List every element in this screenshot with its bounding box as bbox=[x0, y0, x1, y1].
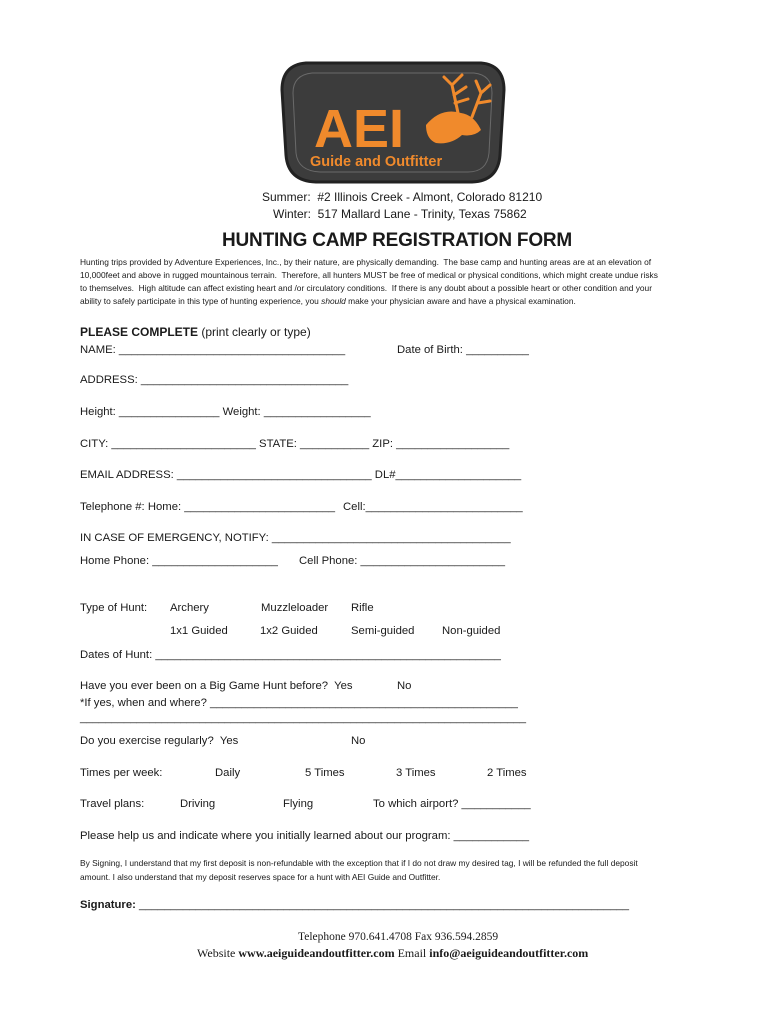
print-note: (print clearly or type) bbox=[198, 325, 311, 339]
email-label: Email bbox=[394, 946, 430, 960]
logo-subtext: Guide and Outfitter bbox=[310, 154, 443, 170]
winter-address: Winter: 517 Mallard Lane - Trinity, Texas 75862 bbox=[273, 207, 527, 221]
intro-line-1: Hunting trips provided by Adventure Experiences, Inc., by their nature, are physically demanding. The base camp and hunting areas are at an elevation of bbox=[80, 257, 652, 267]
times-option-3[interactable]: 3 Times bbox=[396, 767, 436, 779]
airport-field[interactable]: To which airport? ___________ bbox=[373, 798, 531, 810]
cell-field[interactable]: Cell:_________________________ bbox=[343, 501, 523, 513]
intro-line-4-emphasis: should bbox=[321, 296, 346, 306]
times-option-daily[interactable]: Daily bbox=[215, 767, 241, 779]
email-link[interactable]: info@aeiguideandoutfitter.com bbox=[429, 946, 589, 960]
exercise-no[interactable]: No bbox=[351, 735, 366, 747]
intro-line-3: to themselves. High altitude can affect existing heart and /or circulatory conditions. If there is any doubt about a possible heart or other condition and your bbox=[80, 283, 653, 293]
hunt-option-non-guided[interactable]: Non-guided bbox=[442, 625, 501, 637]
intro-line-4-post: make your physician aware and have a physical examination. bbox=[345, 296, 576, 306]
please-complete-label: PLEASE COMPLETE bbox=[80, 325, 199, 339]
hunt-option-1x1-guided[interactable]: 1x1 Guided bbox=[170, 625, 228, 637]
emergency-home-phone-field[interactable]: Home Phone: ____________________ bbox=[80, 555, 278, 567]
travel-option-flying[interactable]: Flying bbox=[283, 798, 314, 810]
travel-plans-label: Travel plans: bbox=[80, 798, 145, 810]
intro-line-4-pre: ability to safely participate in this type of hunting experience, you bbox=[80, 296, 322, 306]
city-state-zip-field[interactable]: CITY: _______________________ STATE: ___________ ZIP: __________________ bbox=[80, 438, 510, 450]
address-field[interactable]: ADDRESS: _________________________________ bbox=[80, 374, 349, 386]
form-title: HUNTING CAMP REGISTRATION FORM bbox=[222, 230, 573, 251]
hunt-option-archery[interactable]: Archery bbox=[170, 602, 209, 614]
learned-about-field[interactable]: Please help us and indicate where you initially learned about our program: ____________ bbox=[80, 830, 530, 842]
logo-text: AEI bbox=[314, 99, 405, 159]
times-option-2[interactable]: 2 Times bbox=[487, 767, 527, 779]
emergency-cell-phone-field[interactable]: Cell Phone: _______________________ bbox=[299, 555, 506, 567]
hunt-option-semi-guided[interactable]: Semi-guided bbox=[351, 625, 415, 637]
height-weight-field[interactable]: Height: ________________ Weight: _________________ bbox=[80, 406, 371, 418]
travel-option-driving[interactable]: Driving bbox=[180, 798, 216, 810]
times-option-5[interactable]: 5 Times bbox=[305, 767, 345, 779]
emergency-contact-field[interactable]: IN CASE OF EMERGENCY, NOTIFY: ______________________________________ bbox=[80, 532, 511, 544]
website-link[interactable]: www.aeiguideandoutfitter.com bbox=[238, 946, 395, 960]
hunt-option-muzzleloader[interactable]: Muzzleloader bbox=[261, 602, 329, 614]
hunt-type-label: Type of Hunt: bbox=[80, 602, 148, 614]
hunt-option-rifle[interactable]: Rifle bbox=[351, 602, 374, 614]
date-of-birth-field[interactable]: Date of Birth: __________ bbox=[397, 344, 529, 356]
please-complete bbox=[80, 325, 311, 339]
hunt-option-1x2-guided[interactable]: 1x2 Guided bbox=[260, 625, 318, 637]
intro-line-4 bbox=[80, 295, 576, 308]
summer-address: Summer: #2 Illinois Creek - Almont, Colorado 81210 bbox=[262, 190, 543, 204]
signature-line[interactable]: ______________________________________________________________________________ bbox=[135, 899, 630, 911]
signature-row[interactable] bbox=[80, 899, 629, 911]
telephone-home-field[interactable]: Telephone #: Home: ________________________ bbox=[80, 501, 336, 513]
signature-label: Signature: bbox=[80, 899, 136, 911]
agreement-line-1: By Signing, I understand that my first deposit is non-refundable with the exception that if I do not draw my desired tag, I will be refunded the full deposit bbox=[80, 858, 638, 868]
name-field[interactable]: NAME: ____________________________________ bbox=[80, 344, 346, 356]
aei-logo bbox=[276, 55, 510, 190]
if-yes-field[interactable]: *If yes, when and where? _________________________________________________ bbox=[80, 697, 518, 709]
big-game-question[interactable]: Have you ever been on a Big Game Hunt before? Yes bbox=[80, 680, 353, 692]
footer-contact bbox=[197, 946, 588, 961]
exercise-question[interactable]: Do you exercise regularly? Yes bbox=[80, 735, 239, 747]
times-per-week-label: Times per week: bbox=[80, 767, 163, 779]
big-game-no[interactable]: No bbox=[397, 680, 412, 692]
if-yes-continuation-line[interactable]: _______________________________________________________________________ bbox=[80, 712, 527, 724]
website-label: Website bbox=[197, 946, 239, 960]
email-dl-field[interactable]: EMAIL ADDRESS: _______________________________ DL#____________________ bbox=[80, 469, 522, 481]
intro-line-2: 10,000feet and above in rugged mountainous terrain. Therefore, all hunters MUST be free of medical or physical conditions, which might create undue risks bbox=[80, 270, 658, 280]
dates-of-hunt-field[interactable]: Dates of Hunt: _______________________________________________________ bbox=[80, 649, 501, 661]
footer-phone: Telephone 970.641.4708 Fax 936.594.2859 bbox=[298, 931, 499, 943]
agreement-line-2: amount. I also understand that my deposit reserves space for a hunt with AEI Guide and Outfitter. bbox=[80, 872, 441, 882]
